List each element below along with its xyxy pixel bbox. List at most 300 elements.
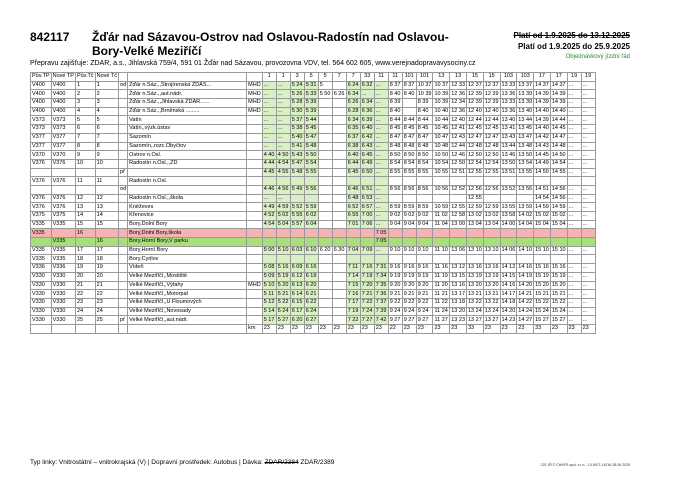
trip-number: 19 bbox=[581, 73, 595, 82]
departure-time bbox=[416, 177, 433, 186]
departure-time bbox=[276, 229, 290, 238]
km-value: 23 bbox=[517, 324, 534, 333]
departure-time: 7 19 bbox=[347, 307, 359, 314]
new-no: 14 bbox=[95, 212, 118, 221]
departure-time: 4 54 bbox=[277, 160, 289, 167]
departure-time: 13 19 bbox=[468, 273, 482, 280]
table-row bbox=[31, 185, 596, 194]
mhd-mark bbox=[247, 177, 263, 186]
departure-time: 7 22 bbox=[347, 316, 359, 323]
trip-number: 103 bbox=[517, 73, 534, 82]
departure-time: ... bbox=[262, 107, 276, 116]
km-spacer bbox=[95, 324, 118, 333]
departure-time bbox=[388, 229, 402, 238]
departure-time: 8 56 bbox=[416, 185, 433, 194]
departure-time: 5 38 bbox=[291, 125, 303, 132]
km-value: 23 bbox=[581, 324, 595, 333]
new-tp: V376 bbox=[51, 159, 75, 168]
departure-time bbox=[318, 238, 332, 247]
departure-time: 9 21 bbox=[389, 290, 401, 297]
departure-time: 10 50 bbox=[434, 151, 449, 158]
trip-number: 19 bbox=[567, 73, 581, 82]
departure-time: 13 48 bbox=[518, 142, 533, 149]
departure-time: 14 10 bbox=[518, 247, 533, 254]
departure-time: 15 02 bbox=[551, 212, 566, 219]
departure-time: 14 45 bbox=[551, 125, 566, 132]
km-value: 23 bbox=[360, 324, 374, 333]
departure-time bbox=[416, 229, 433, 238]
new-no: 17 bbox=[95, 246, 118, 255]
departure-time: 9 22 bbox=[403, 299, 415, 306]
stop-name: Vatín bbox=[128, 116, 247, 125]
departure-time: ... bbox=[567, 107, 581, 116]
departure-time: ... bbox=[581, 159, 595, 168]
new-tp: V330 bbox=[51, 307, 75, 316]
departure-time bbox=[500, 238, 517, 247]
departure-time: 5 44 bbox=[305, 116, 317, 123]
departure-time: 10 40 bbox=[434, 108, 449, 115]
departure-time: 4 44 bbox=[263, 160, 275, 167]
departure-time bbox=[467, 238, 484, 247]
arr-dep-marker bbox=[119, 246, 128, 255]
arr-dep-marker bbox=[119, 307, 128, 316]
departure-time: ... bbox=[581, 272, 595, 281]
km-value: 23 bbox=[500, 324, 517, 333]
departure-time bbox=[550, 238, 567, 247]
new-no: 25 bbox=[95, 316, 118, 325]
new-tp: V373 bbox=[51, 125, 75, 134]
departure-time bbox=[402, 229, 416, 238]
departure-time: 14 06 bbox=[501, 247, 516, 254]
stop-name: Ostrov n.Osl. bbox=[128, 151, 247, 160]
departure-time: ... bbox=[567, 90, 581, 99]
departure-time bbox=[318, 255, 332, 264]
km-value: 23 bbox=[550, 324, 567, 333]
new-tp: V330 bbox=[51, 272, 75, 281]
departure-time: ... bbox=[581, 142, 595, 151]
col-mhd bbox=[247, 73, 263, 82]
departure-time: 14 19 bbox=[518, 273, 533, 280]
trip-number: 17 bbox=[550, 73, 567, 82]
departure-time: ... bbox=[262, 99, 276, 108]
col-new-tp: Nové TP bbox=[52, 73, 74, 80]
departure-time: 9 21 bbox=[416, 290, 433, 299]
departure-time bbox=[318, 194, 332, 203]
orig-tp: V335 bbox=[31, 246, 52, 255]
departure-time: 13 41 bbox=[501, 125, 516, 132]
departure-time: 7 20 bbox=[361, 281, 373, 288]
departure-time: ... bbox=[581, 133, 595, 142]
departure-time: 14 16 bbox=[518, 264, 533, 271]
orig-no: 16 bbox=[75, 229, 95, 238]
departure-time: 13 59 bbox=[518, 203, 533, 210]
mhd-mark bbox=[247, 159, 263, 168]
trip-number: 11 bbox=[374, 73, 388, 82]
departure-time: 6 15 bbox=[291, 299, 303, 306]
departure-time: 14 15 bbox=[501, 273, 516, 280]
new-tp: V335 bbox=[51, 238, 75, 247]
departure-time bbox=[332, 238, 346, 247]
departure-time: 5 50 bbox=[305, 151, 317, 158]
departure-time: 9 22 bbox=[389, 299, 401, 306]
table-row bbox=[31, 255, 596, 264]
departure-time: 10 48 bbox=[434, 142, 449, 149]
departure-time: 6 28 bbox=[347, 108, 359, 115]
departure-time bbox=[500, 229, 517, 238]
departure-time bbox=[332, 298, 346, 307]
departure-time: 5 00 bbox=[263, 247, 275, 254]
departure-time: ... bbox=[262, 90, 276, 99]
departure-time: 8 48 bbox=[416, 142, 433, 151]
departure-time: 13 47 bbox=[518, 134, 533, 141]
stop-name: Sazomín bbox=[128, 133, 247, 142]
departure-time: 15 24 bbox=[551, 307, 566, 314]
orig-no: 7 bbox=[75, 133, 95, 142]
new-no: 3 bbox=[95, 99, 118, 108]
new-tp: V330 bbox=[51, 316, 75, 325]
km-value: 23 bbox=[374, 324, 388, 333]
departure-time: 6 04 bbox=[305, 221, 317, 228]
km-value: 22 bbox=[388, 324, 402, 333]
arr-dep-marker bbox=[119, 229, 128, 238]
departure-time bbox=[346, 255, 360, 264]
departure-time: 12 44 bbox=[484, 116, 499, 123]
departure-time: 14 47 bbox=[551, 134, 566, 141]
departure-time: ... bbox=[567, 99, 581, 108]
arr-dep-marker: od bbox=[120, 82, 127, 89]
departure-time bbox=[433, 238, 450, 247]
departure-time: 6 36 bbox=[361, 108, 373, 115]
departure-time bbox=[304, 255, 318, 264]
departure-time bbox=[550, 229, 567, 238]
arr-dep-marker: př bbox=[119, 168, 128, 177]
departure-time: 12 59 bbox=[468, 203, 482, 210]
departure-time: 14 39 bbox=[551, 90, 566, 97]
departure-time: 15 21 bbox=[535, 290, 549, 297]
mhd-mark: MHD bbox=[248, 82, 261, 89]
departure-time: 13 36 bbox=[501, 108, 516, 115]
new-tp: V377 bbox=[51, 133, 75, 142]
departure-time bbox=[332, 142, 346, 151]
departure-time: 15 02 bbox=[535, 212, 549, 219]
table-row bbox=[31, 290, 596, 299]
new-tp: V336 bbox=[51, 264, 75, 273]
stop-name: Velké Meziříčí,,aut.nádr. bbox=[128, 316, 247, 325]
departure-time: ... bbox=[567, 290, 581, 299]
departure-time: 9 19 bbox=[416, 272, 433, 281]
departure-time: 7 05 bbox=[375, 238, 387, 245]
departure-time: 5 bbox=[318, 81, 332, 90]
departure-time: ... bbox=[374, 159, 388, 168]
departure-time: 9 20 bbox=[403, 281, 415, 288]
stop-name: Sazomín,,rozc.Obyčtov bbox=[128, 142, 247, 151]
departure-time: 8 55 bbox=[403, 168, 415, 175]
departure-time: ... bbox=[262, 142, 276, 151]
departure-time: ... bbox=[374, 246, 388, 255]
mhd-mark bbox=[247, 255, 263, 264]
km-value: 23 bbox=[304, 324, 318, 333]
mhd-mark: MHD bbox=[248, 108, 261, 115]
departure-time: 6 48 bbox=[347, 194, 359, 201]
table-row bbox=[31, 272, 596, 281]
departure-time: 5 54 bbox=[305, 160, 317, 167]
departure-time: 10 44 bbox=[434, 116, 449, 123]
departure-time bbox=[332, 107, 346, 116]
departure-time: ... bbox=[567, 125, 581, 134]
departure-time: 13 50 bbox=[518, 151, 533, 158]
departure-time: 4 59 bbox=[277, 203, 289, 210]
departure-time bbox=[450, 255, 467, 264]
departure-time: 14 18 bbox=[501, 299, 516, 306]
new-tp bbox=[51, 168, 75, 177]
arr-dep-marker bbox=[119, 281, 128, 290]
orig-tp: V370 bbox=[31, 151, 52, 160]
departure-time bbox=[332, 151, 346, 160]
order-timetable-link[interactable]: Objednávkový jízdní řád bbox=[565, 54, 630, 60]
departure-time: ... bbox=[567, 220, 581, 229]
departure-time bbox=[483, 177, 500, 186]
km-value: 23 bbox=[332, 324, 346, 333]
departure-time: 6 37 bbox=[347, 134, 359, 141]
departure-time: 8 47 bbox=[416, 133, 433, 142]
new-tp: V375 bbox=[51, 212, 75, 221]
arr-dep-marker: př bbox=[119, 316, 128, 325]
departure-time: 8 40 bbox=[389, 90, 401, 97]
stop-name: Žďár n.Sáz.,,Brněnská ......... bbox=[128, 107, 247, 116]
departure-time: 7 16 bbox=[347, 290, 359, 297]
new-tp: V376 bbox=[51, 194, 75, 203]
departure-time bbox=[346, 177, 360, 186]
departure-time: 7 01 bbox=[347, 221, 359, 228]
departure-time: 7 09 bbox=[361, 247, 373, 254]
col-km-marker bbox=[119, 73, 128, 82]
col-orig-no: Pův.Tč bbox=[76, 73, 94, 80]
departure-time bbox=[567, 255, 581, 264]
departure-time: ... bbox=[262, 133, 276, 142]
departure-time bbox=[332, 81, 346, 90]
departure-time: 6 39 bbox=[361, 116, 373, 123]
departure-time bbox=[290, 229, 304, 238]
new-no bbox=[95, 185, 118, 194]
km-value: 33 bbox=[467, 324, 484, 333]
departure-time: 13 19 bbox=[484, 273, 499, 280]
departure-time: 12 56 bbox=[484, 186, 499, 193]
departure-time: 10 59 bbox=[434, 203, 449, 210]
stop-name: Velké Meziříčí,,Výtahy bbox=[128, 281, 247, 290]
departure-time: 9 02 bbox=[389, 212, 401, 219]
departure-time: 5 26 bbox=[291, 90, 303, 97]
departure-time: 8 45 bbox=[403, 125, 415, 132]
departure-time bbox=[433, 255, 450, 264]
departure-time: ... bbox=[581, 281, 595, 290]
departure-time: 13 15 bbox=[451, 273, 465, 280]
departure-time: 6 38 bbox=[347, 142, 359, 149]
arr-dep-marker bbox=[119, 125, 128, 134]
table-row bbox=[31, 264, 596, 273]
orig-no: 13 bbox=[75, 203, 95, 212]
departure-time bbox=[346, 229, 360, 238]
km-value: 33 bbox=[534, 324, 551, 333]
orig-tp: V330 bbox=[31, 290, 52, 299]
departure-time: 6 19 bbox=[305, 273, 317, 280]
departure-time: 13 40 bbox=[518, 108, 533, 115]
departure-time: 13 04 bbox=[484, 221, 499, 228]
departure-time bbox=[517, 238, 534, 247]
departure-time: 6 55 bbox=[347, 212, 359, 219]
departure-time: 8 39 bbox=[416, 99, 433, 108]
departure-time: ... bbox=[581, 220, 595, 229]
departure-time bbox=[402, 177, 416, 186]
departure-time bbox=[416, 238, 433, 247]
departure-time: 13 56 bbox=[518, 186, 533, 193]
departure-time bbox=[550, 177, 567, 186]
departure-time: 8 40 bbox=[403, 90, 415, 97]
departure-time: 12 47 bbox=[484, 134, 499, 141]
orig-tp: V373 bbox=[31, 125, 52, 134]
new-tp: V400 bbox=[51, 107, 75, 116]
departure-time bbox=[433, 194, 450, 203]
table-header-row bbox=[31, 73, 596, 82]
departure-time: 12 40 bbox=[451, 116, 465, 123]
departure-time: 13 52 bbox=[501, 186, 516, 193]
departure-time: ... bbox=[262, 194, 276, 203]
departure-time: 13 18 bbox=[451, 299, 465, 306]
departure-time: 11 16 bbox=[434, 264, 448, 271]
departure-time: 13 27 bbox=[468, 316, 482, 323]
departure-time: 14 00 bbox=[501, 221, 516, 228]
arr-dep-marker bbox=[119, 220, 128, 229]
departure-time: 13 37 bbox=[518, 82, 533, 89]
departure-time bbox=[581, 229, 595, 238]
arr-dep-marker bbox=[119, 107, 128, 116]
orig-no: 17 bbox=[75, 246, 95, 255]
departure-time: ... bbox=[581, 307, 595, 316]
departure-time: 15 19 bbox=[551, 273, 566, 280]
departure-time: 13 02 bbox=[468, 212, 482, 219]
validity-block bbox=[513, 30, 630, 63]
departure-time: ... bbox=[567, 316, 581, 325]
new-no: 5 bbox=[95, 116, 118, 125]
orig-no: 18 bbox=[75, 255, 95, 264]
departure-time: 8 48 bbox=[403, 142, 415, 149]
departure-time: 12 48 bbox=[468, 142, 482, 149]
departure-time bbox=[332, 212, 346, 221]
departure-time: 6 27 bbox=[305, 316, 317, 323]
new-tp: V376 bbox=[51, 177, 75, 186]
departure-time: 12 39 bbox=[468, 99, 482, 106]
departure-time: 9 16 bbox=[403, 264, 415, 271]
departure-time: ... bbox=[567, 264, 581, 273]
arr-dep-marker bbox=[119, 298, 128, 307]
departure-time bbox=[388, 194, 402, 203]
departure-time: 14 56 bbox=[551, 194, 566, 201]
departure-time bbox=[534, 177, 551, 186]
departure-time bbox=[332, 229, 346, 238]
departure-time: 13 50 bbox=[501, 160, 516, 167]
departure-time bbox=[318, 212, 332, 221]
table-row bbox=[31, 168, 596, 177]
departure-time: 9 10 bbox=[403, 247, 415, 254]
departure-time: 8 44 bbox=[416, 116, 433, 125]
km-spacer bbox=[128, 324, 247, 333]
departure-time: 5 59 bbox=[305, 203, 317, 210]
departure-time bbox=[467, 255, 484, 264]
orig-tp: V330 bbox=[31, 281, 52, 290]
departure-time: 15 04 bbox=[535, 221, 549, 228]
arr-dep-marker bbox=[119, 264, 128, 273]
departure-time: 13 02 bbox=[484, 212, 499, 219]
departure-time: 7 11 bbox=[346, 264, 360, 273]
new-no: 21 bbox=[95, 281, 118, 290]
departure-time: 12 40 bbox=[468, 108, 482, 115]
mhd-mark bbox=[247, 194, 263, 203]
km-value: 23 bbox=[433, 324, 450, 333]
departure-time bbox=[332, 168, 346, 177]
departure-time: 7 17 bbox=[347, 299, 359, 306]
departure-time: 6 26 bbox=[333, 90, 345, 97]
orig-no bbox=[75, 168, 95, 177]
departure-time: 6 02 bbox=[305, 212, 317, 219]
departure-time: 15 21 bbox=[551, 290, 566, 297]
departure-time: 4 46 bbox=[263, 186, 275, 193]
departure-time: 14 54 bbox=[535, 194, 549, 201]
departure-time bbox=[433, 177, 450, 186]
stop-name: Velké Meziříčí,,Novosady bbox=[128, 307, 247, 316]
stop-name: Křenovice bbox=[128, 212, 247, 221]
departure-time: ... bbox=[374, 151, 388, 160]
new-no: 18 bbox=[95, 255, 118, 264]
departure-time: 8 37 bbox=[389, 82, 401, 89]
departure-time: 8 50 bbox=[403, 151, 415, 158]
departure-time: ... bbox=[567, 307, 581, 316]
departure-time: 14 43 bbox=[535, 142, 549, 149]
km-value: 23 bbox=[276, 324, 290, 333]
departure-time: 5 22 bbox=[277, 299, 289, 306]
departure-time: 11 20 bbox=[434, 281, 448, 288]
orig-tp: V336 bbox=[31, 264, 52, 273]
trip-number: 15 bbox=[467, 73, 484, 82]
departure-time bbox=[332, 264, 346, 273]
departure-time: ... bbox=[581, 116, 595, 125]
validity-new: Platí od 1.9.2025 do 25.9.2025 bbox=[517, 42, 630, 51]
orig-no: 3 bbox=[75, 99, 95, 108]
departure-time: 8 40 bbox=[389, 108, 401, 115]
departure-time: 8 54 bbox=[416, 159, 433, 168]
arr-dep-marker bbox=[119, 255, 128, 264]
orig-no bbox=[75, 185, 95, 194]
stop-name: Kněževes bbox=[128, 203, 247, 212]
departure-time bbox=[290, 255, 304, 264]
trip-number: 101 bbox=[416, 73, 433, 82]
departure-time: 14 59 bbox=[551, 203, 566, 210]
km-value: 23 bbox=[416, 324, 433, 333]
departure-time bbox=[262, 238, 276, 247]
departure-time: 12 45 bbox=[484, 125, 499, 132]
departure-time: 13 27 bbox=[484, 316, 499, 323]
departure-time: 13 16 bbox=[451, 281, 465, 288]
departure-time: 14 59 bbox=[535, 203, 549, 210]
new-no: 9 bbox=[95, 151, 118, 160]
departure-time: 15 20 bbox=[535, 281, 549, 288]
departure-time bbox=[290, 194, 304, 203]
stop-name: Radostín n.Osl.,,škola bbox=[128, 194, 247, 203]
stop-name: Bory,Horní Bory bbox=[128, 246, 247, 255]
departure-time: 5 48 bbox=[291, 168, 303, 175]
departure-time: ... bbox=[374, 81, 388, 90]
new-tp: V330 bbox=[51, 298, 75, 307]
departure-time: 7 16 bbox=[361, 264, 373, 271]
departure-time: 14 54 bbox=[551, 160, 566, 167]
